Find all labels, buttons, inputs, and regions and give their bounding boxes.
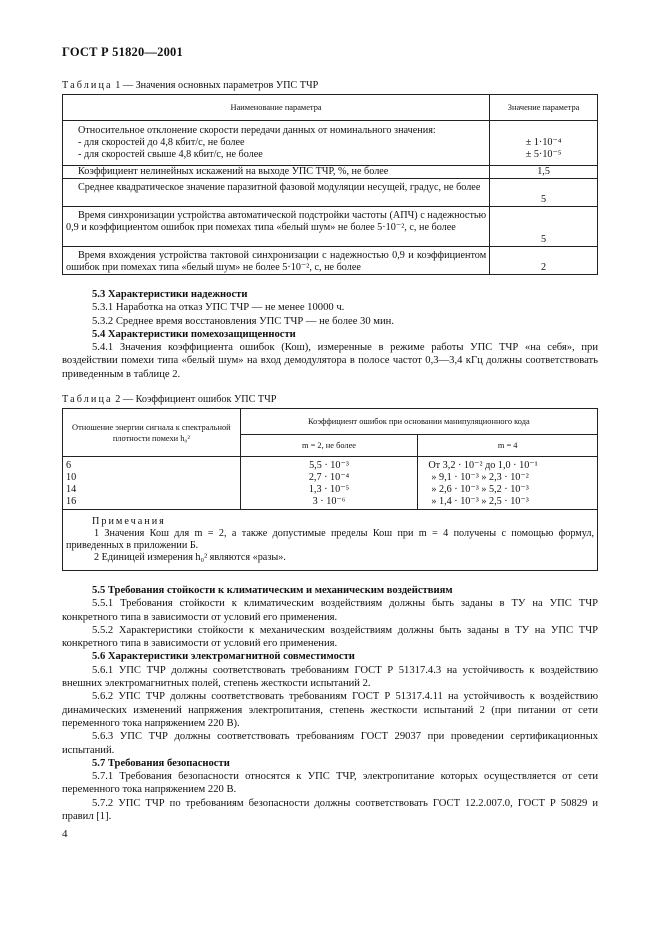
table1-header-param: Наименование параметра: [63, 95, 490, 121]
table1-caption: [62, 80, 318, 91]
table2-caption-text: 2 — Коэффициент ошибок УПС ТЧР: [115, 394, 277, 405]
table2-ratio: 16: [66, 496, 77, 507]
table1: [62, 94, 598, 275]
table2-notes: [63, 510, 598, 571]
table1-row1-value1: ± 1·10⁻⁴: [525, 137, 562, 148]
table2-caption-word: Таблица: [62, 394, 113, 405]
para-5-6-3: 5.6.3 УПС ТЧР должны соответствовать требованиям ГОСТ 29037 при проведении сертификационных испытаний.: [62, 731, 598, 756]
table1-row5-text: Время вхождения устройства тактовой синхронизации с надежностью 0,9 и коэффициентом ошибок при помехах типа «белый шум» не более 5·10⁻², с, не более: [63, 247, 490, 275]
table2-m4-value: » 2,6 · 10⁻³ » 5,2 · 10⁻³: [431, 484, 529, 495]
table1-caption-word: Таблица: [62, 80, 113, 91]
section-5-5-heading: 5.5 Требования стойкости к климатическим и механическим воздействиям: [92, 585, 453, 596]
table1-caption-text: 1 — Значения основных параметров УПС ТЧР: [115, 80, 319, 91]
table2-caption: [62, 394, 276, 405]
table-row: [63, 166, 598, 179]
table-row: [63, 457, 598, 510]
table-row: [63, 121, 598, 166]
table2-note-2: 2 Единицей измерения h₀² являются «разы».: [94, 552, 286, 563]
para-5-7-1: 5.7.1 Требования безопасности относятся к УПС ТЧР, электропитание которых осуществляется от сети переменного тока напряжением 220 В.: [62, 771, 598, 796]
table2-ratio: 10: [66, 472, 77, 483]
table2-ratio: 14: [66, 484, 77, 495]
table2-header-m4: m = 4: [418, 435, 598, 457]
table2-header-ratio: Отношение энергии сигнала к спектральной плотности помехи h₀²: [63, 409, 241, 457]
table1-row4-value: 5: [490, 207, 598, 247]
para-5-7-2: 5.7.2 УПС ТЧР по требованиям безопасности должны соответствовать ГОСТ 12.2.007.0, ГОСТ Р 50829 и правил [1].: [62, 797, 598, 823]
table1-row1-line3: - для скоростей свыше 4,8 кбит/с, не более: [78, 149, 263, 160]
table1-row3-value: 5: [490, 179, 598, 207]
table2-m4-value: » 9,1 · 10⁻³ » 2,3 · 10⁻²: [431, 472, 529, 483]
table-row: [63, 179, 598, 207]
table1-row1-line2: - для скоростей до 4,8 кбит/с, не более: [78, 137, 245, 148]
page-number: 4: [62, 828, 68, 840]
para-5-6-1: 5.6.1 УПС ТЧР должны соответствовать требованиям ГОСТ Р 51317.4.3 на устойчивость к воздействию внешних электромагнитных полей, степень жесткости испытаний 2.: [62, 664, 598, 690]
section-5-7-heading: 5.7 Требования безопасности: [92, 757, 230, 769]
table1-header-value: Значение параметра: [490, 95, 598, 121]
table2-note-1: 1 Значения Кош для m = 2, а также допустимые пределы Кош при m = 4 получены с помощью формул, приведенных в приложении Б.: [66, 528, 594, 551]
table2-m4-value: От 3,2 · 10⁻² до 1,0 · 10⁻¹: [428, 460, 538, 471]
section-5-3: [62, 288, 598, 381]
para-5-4-1: 5.4.1 Значения коэффициента ошибок (Кош), измеренные в режиме работы УПС ТЧР «на себя», при воздействии помехи типа «белый шум» на вход демодулятора в полосе частот 0,3—3,4 кГц должны соответствовать приведенным в таблице 2.: [62, 342, 598, 380]
table1-row5-value: 2: [490, 247, 598, 275]
table1-row1-value2: ± 5·10⁻⁵: [525, 149, 562, 160]
table2-notes-title: Примечания: [92, 516, 166, 527]
table1-row4-text: Время синхронизации устройства автоматической подстройки частоты (АПЧ) с надежностью 0,9 и коэффициентом ошибок при помехах типа «белый шум» не более 5·10⁻², с, не более: [63, 207, 490, 247]
para-5-5-1: 5.5.1 Требования стойкости к климатическим воздействиям должны быть заданы в ТУ на УПС ТЧР конкретного типа в зависимости от условий его применения.: [62, 598, 598, 623]
table2-header-coef: Коэффициент ошибок при основании манипуляционного кода: [240, 409, 597, 435]
table1-row2-text: Коэффициент нелинейных искажений на выходе УПС ТЧР, %, не более: [63, 166, 490, 179]
table2-m2-value: 1,3 · 10⁻⁵: [308, 484, 350, 495]
para-5-3-1: 5.3.1 Наработка на отказ УПС ТЧР — не менее 10000 ч.: [92, 302, 345, 314]
para-5-6-2: 5.6.2 УПС ТЧР должны соответствовать требованиям ГОСТ Р 51317.4.11 на устойчивость к воздействию динамических изменений напряжения электропитания, степень жесткости испытаний 2 (при питании от сети переменного тока напряжением 220 В).: [62, 691, 598, 729]
table2-ratio: 6: [66, 460, 72, 471]
para-5-5-2: 5.5.2 Характеристики стойкости к механическим воздействиям должны быть заданы в ТУ на УПС ТЧР конкретного типа в зависимости от условий его применения.: [62, 624, 598, 650]
section-5-4-heading: 5.4 Характеристики помехозащищенности: [92, 328, 296, 340]
table2-m2-value: 5,5 · 10⁻³: [309, 460, 349, 471]
para-5-3-2: 5.3.2 Среднее время восстановления УПС ТЧР — не более 30 мин.: [92, 315, 394, 327]
table1-row3-text: Среднее квадратическое значение паразитной фазовой модуляции несущей, градус, не более: [63, 179, 490, 207]
table2-m2-value: 2,7 · 10⁻⁴: [308, 472, 350, 483]
section-5-6-heading: 5.6 Характеристики электромагнитной совместимости: [92, 651, 355, 663]
section-5-5-to-5-7: [62, 584, 598, 823]
table1-row2-value: 1,5: [490, 166, 598, 179]
document-header: ГОСТ Р 51820—2001: [62, 45, 183, 59]
table2-header-m2: m = 2, не более: [240, 435, 418, 457]
table-row: [63, 247, 598, 275]
section-5-3-heading: 5.3 Характеристики надежности: [92, 289, 248, 300]
table2-m2-value: 3 · 10⁻⁶: [312, 496, 346, 507]
table2-m4-value: » 1,4 · 10⁻³ » 2,5 · 10⁻³: [431, 496, 529, 507]
table1-row1-line1: Относительное отклонение скорости передачи данных от номинального значения:: [78, 125, 436, 136]
table2: [62, 408, 598, 571]
table-row: [63, 207, 598, 247]
